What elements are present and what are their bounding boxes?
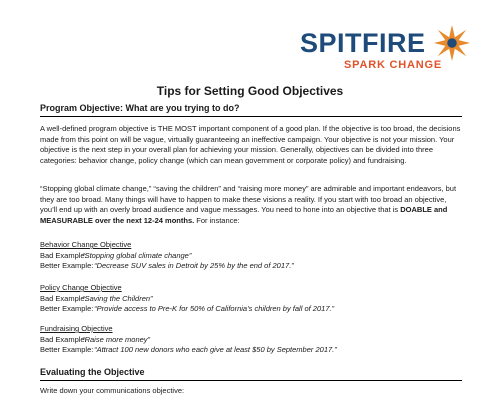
bad-example-row: [40, 335, 464, 346]
better-example-label: Better Example:: [40, 345, 94, 354]
paragraph-emphasis: DOABLE and MEASURABLE over the next 12-24 months.: [40, 205, 448, 225]
better-example-label: Better Example:: [40, 304, 94, 313]
section-heading-evaluating: Evaluating the Objective: [40, 367, 462, 381]
paragraph-too-broad: [40, 184, 464, 226]
bad-example-row: [40, 251, 464, 262]
better-example-row: [40, 345, 464, 356]
example-category: Fundraising Objective: [40, 324, 113, 333]
better-example-text: “Attract 100 new donors who each give at least $50 by September 2017.”: [94, 345, 337, 354]
evaluation-prompt: Write down your communications objective:: [40, 386, 185, 395]
logo-wordmark: SPITFIRE: [300, 28, 426, 58]
better-example-label: Better Example:: [40, 261, 94, 270]
spitfire-logo: [300, 28, 472, 78]
example-fundraising: [40, 324, 464, 356]
example-category: Behavior Change Objective: [40, 240, 132, 249]
paragraph-intro: A well-defined program objective is THE MOST important component of a good plan. If the objective is too broad, the decisions made from this point on will be vague, virtually guaranteeing an ineffective campaign. Your objective is not your mission. Your objective is the next step in your overall plan for achieving your mission. Generally, objectives can be divided into three categories: behavior change, policy change (which can mean government or corporate policy) and fundraising.: [40, 124, 461, 165]
better-example-text: “Provide access to Pre-K for 50% of California’s children by fall of 2017.”: [94, 304, 335, 313]
bad-example-label: Bad Example:: [40, 293, 87, 303]
page-title: Tips for Setting Good Objectives: [156, 84, 344, 98]
better-example-row: [40, 261, 464, 272]
better-example-text: “Decrease SUV sales in Detroit by 25% by the end of 2017.”: [94, 261, 294, 270]
paragraph-too-broad-tail: For instance:: [194, 215, 240, 225]
example-behavior-change: [40, 240, 464, 272]
bad-example-text: “Saving the Children”: [82, 293, 153, 303]
bad-example-label: Bad Example:: [40, 250, 87, 260]
bad-example-row: [40, 294, 464, 305]
bad-example-text: “Stopping global climate change”: [82, 250, 192, 260]
bad-example-text: “Raise more money”: [82, 334, 151, 344]
paragraph-too-broad-lead: “Stopping global climate change,” “saving the children” and “raising more money” are admirable and important endeavors, but they are too broad. Many things will have to happen to make these visions a reality. If you start with too broad an objective, you’ll end up with an overly broad audience and vague messages. You need to hone into an objective that is: [40, 184, 457, 214]
better-example-row: [40, 304, 464, 315]
section-heading-program-objective: Program Objective: What are you trying to do?: [40, 103, 462, 117]
example-category: Policy Change Objective: [40, 283, 122, 292]
logo-tagline: SPARK CHANGE: [344, 59, 443, 71]
example-policy-change: [40, 283, 464, 315]
starburst-icon: [433, 24, 471, 62]
bad-example-label: Bad Example:: [40, 334, 87, 344]
